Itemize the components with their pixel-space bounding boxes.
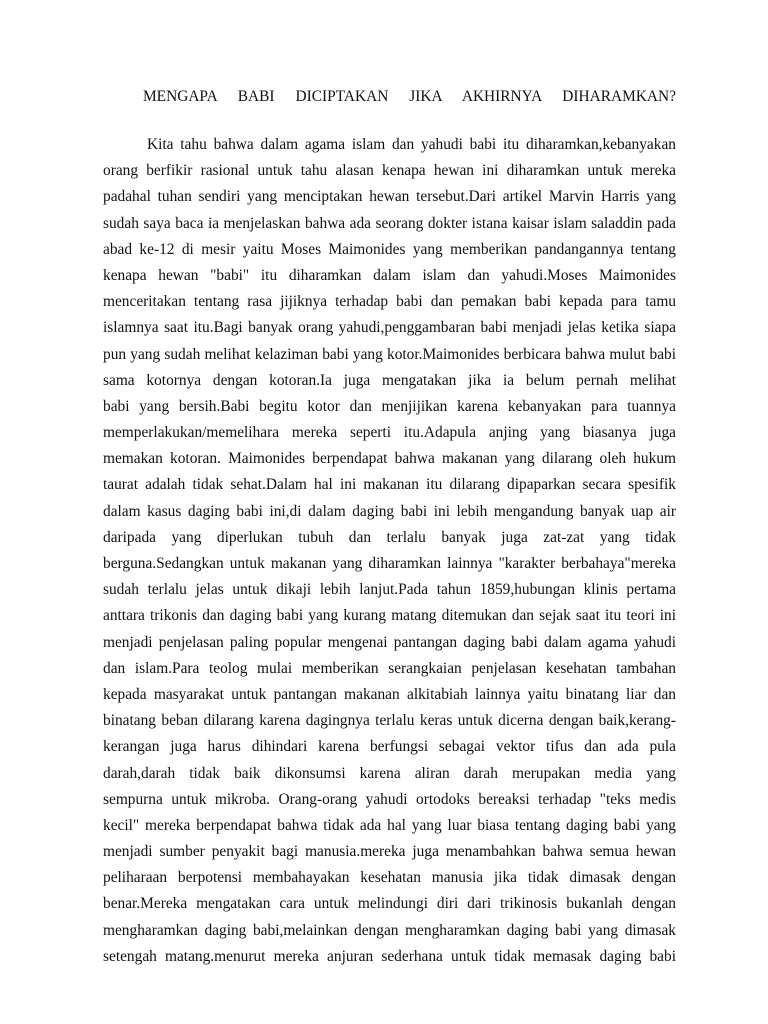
body-line: mengharamkan daging babi,melainkan dengan mengharamkan daging babi yang dimasak: [103, 921, 676, 939]
body-line: islamnya saat itu.Bagi banyak orang yahudi,penggambaran babi menjadi jelas ketika siapa: [103, 319, 676, 337]
body-line: daripada yang diperlukan tubuh dan terlalu banyak juga zat-zat yang tidak: [103, 528, 676, 546]
body-line: sempurna untuk mikroba. Orang-orang yahudi ortodoks bereaksi terhadap "teks medis: [103, 790, 676, 808]
body-line: kerangan juga harus dihindari karena berfungsi sebagai vektor tifus dan ada pula: [103, 738, 676, 756]
body-line: orang berfikir rasional untuk tahu alasan kenapa hewan ini diharamkan untuk mereka: [103, 162, 676, 180]
body-line: kepada masyarakat untuk pantangan makanan alkitabiah lainnya yaitu binatang liar dan: [103, 685, 676, 703]
body-line: menceritakan tentang rasa jijiknya terhadap babi dan pemakan babi kepada para tamu: [103, 293, 676, 311]
body-line: memperlakukan/memelihara mereka seperti itu.Adapula anjing yang biasanya juga: [103, 424, 676, 442]
body-line: Kita tahu bahwa dalam agama islam dan yahudi babi itu diharamkan,kebanyakan: [147, 136, 676, 153]
body-line: padahal tuhan sendiri yang menciptakan hewan tersebut.Dari artikel Marvin Harris yang: [103, 188, 676, 206]
body-line: sudah saya baca ia menjelaskan bahwa ada seorang dokter istana kaisar islam saladdin pada: [103, 214, 676, 232]
document-body: [103, 132, 676, 970]
body-line: kecil" mereka berpendapat bahwa tidak ada hal yang luar biasa tentang daging babi yang: [103, 816, 676, 834]
body-line: abad ke-12 di mesir yaitu Moses Maimonides yang memberikan pandangannya tentang: [103, 240, 676, 258]
body-line: benar.Mereka mengatakan cara untuk melindungi diri dari trikinosis bukanlah dengan: [103, 895, 676, 913]
body-line: pun yang sudah melihat kelaziman babi yang kotor.Maimonides berbicara bahwa mulut babi: [103, 345, 676, 363]
body-line: setengah matang.menurut mereka anjuran sederhana untuk tidak memasak daging babi: [103, 947, 676, 965]
body-line: peliharaan berpotensi membahayakan kesehatan manusia jika tidak dimasak dengan: [103, 869, 676, 887]
body-line: darah,darah tidak baik dikonsumsi karena aliran darah merupakan media yang: [103, 764, 676, 782]
body-line: dan islam.Para teolog mulai memberikan serangkaian penjelasan kesehatan tambahan: [103, 659, 676, 677]
body-line: sama kotornya dengan kotoran.Ia juga mengatakan jika ia belum pernah melihat: [103, 371, 676, 389]
body-line: dalam kasus daging babi ini,di dalam daging babi ini lebih mengandung banyak uap air: [103, 502, 676, 520]
body-line: anttara trikonis dan daging babi yang kurang matang ditemukan dan sejak saat itu teori ini: [103, 607, 676, 625]
body-line: memakan kotoran. Maimonides berpendapat bahwa makanan yang dilarang oleh hukum: [103, 450, 676, 468]
body-line: babi yang bersih.Babi begitu kotor dan menjijikan karena kebanyakan para tuannya: [103, 397, 676, 415]
body-line: sudah terlalu jelas untuk dikaji lebih lanjut.Pada tahun 1859,hubungan klinis pertama: [103, 581, 676, 599]
body-line: berguna.Sedangkan untuk makanan yang diharamkan lainnya "karakter berbahaya"mereka: [103, 555, 676, 572]
body-line: menjadi sumber penyakit bagi manusia.mereka juga menambahkan bahwa semua hewan: [103, 843, 676, 861]
body-line: kenapa hewan "babi" itu diharamkan dalam islam dan yahudi.Moses Maimonides: [103, 266, 676, 284]
body-line: binatang beban dilarang karena dagingnya terlalu keras untuk dicerna dengan baik,kerang-: [103, 712, 676, 730]
document-title: MENGAPA BABI DICIPTAKAN JIKA AKHIRNYA DIHARAMKAN?: [143, 88, 676, 105]
body-line: taurat adalah tidak sehat.Dalam hal ini makanan itu dilarang dipaparkan secara spesifik: [103, 476, 676, 494]
body-line: menjadi penjelasan paling popular mengenai pantangan daging babi dalam agama yahudi: [103, 633, 676, 651]
